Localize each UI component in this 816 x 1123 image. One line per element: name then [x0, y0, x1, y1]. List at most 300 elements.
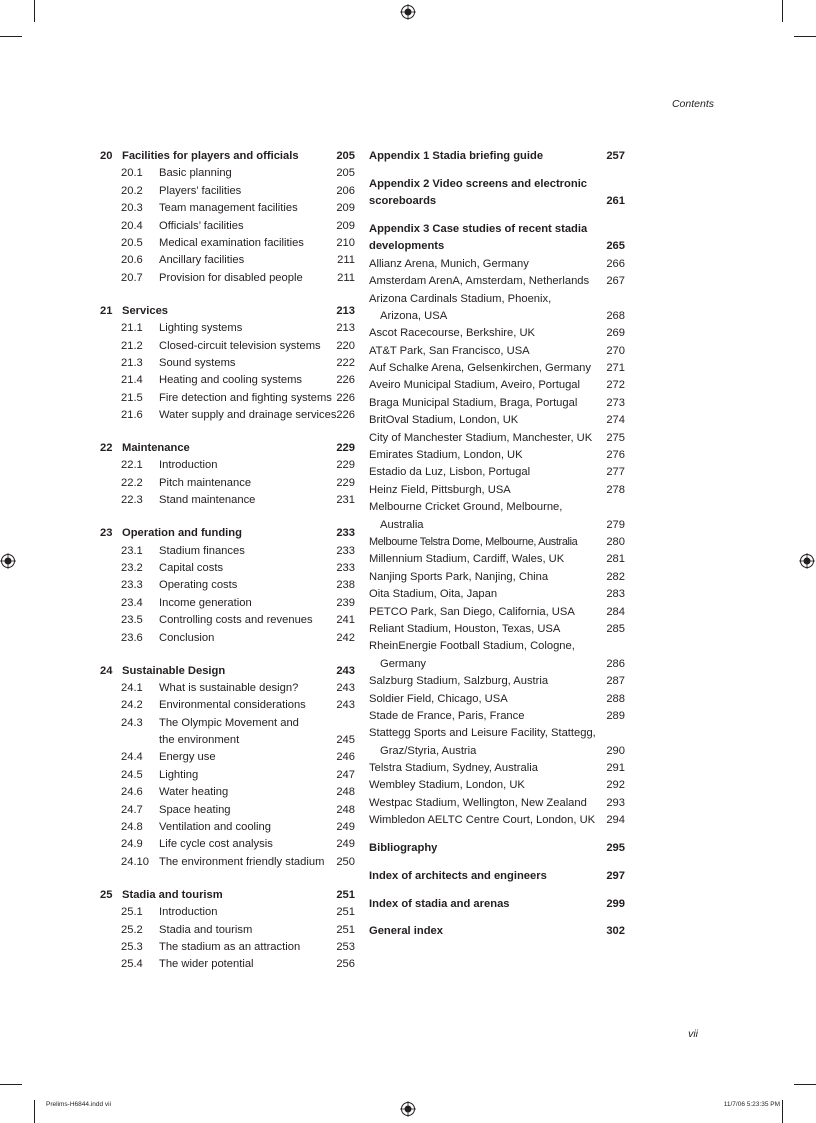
toc-section[interactable] [100, 475, 355, 492]
page-number: 289 [606, 709, 625, 722]
page-number: 291 [606, 762, 625, 775]
case-study-title: Australia [380, 518, 424, 531]
toc-chapter [100, 440, 355, 510]
page-number: 233 [336, 561, 355, 574]
section-number: 23.2 [121, 561, 143, 574]
crop-mark [34, 1100, 35, 1123]
section-title: Fire detection and fighting systems [159, 391, 332, 404]
crop-mark [34, 0, 35, 22]
section-number: 21.5 [121, 391, 143, 404]
case-study-entry[interactable] [369, 412, 625, 429]
case-study-title: Westpac Stadium, Wellington, New Zealand [369, 796, 587, 809]
toc-back-matter[interactable] [369, 923, 625, 940]
section-title: Introduction [159, 459, 218, 472]
case-study-entry[interactable] [369, 586, 625, 603]
section-title: Ventilation and cooling [159, 821, 271, 834]
chapter-number: 20 [100, 150, 113, 162]
case-study-entry[interactable] [369, 725, 625, 742]
section-title: Water supply and drainage services [159, 409, 337, 422]
page-number: 243 [336, 699, 355, 712]
running-head: Contents [671, 98, 714, 110]
case-study-title: BritOval Stadium, London, UK [369, 414, 519, 427]
toc-section[interactable] [100, 200, 355, 217]
toc-section[interactable] [100, 320, 355, 337]
section-title: The Olympic Movement and [159, 716, 299, 729]
toc-section[interactable] [100, 492, 355, 509]
case-study-list [369, 256, 625, 830]
page-number: 226 [336, 391, 355, 404]
chapter-number: 24 [100, 664, 113, 677]
section-title: Sound systems [159, 356, 236, 369]
appendix-title: Appendix 3 Case studies of recent stadia [369, 222, 588, 235]
toc-section[interactable] [100, 218, 355, 235]
section-number: 20.7 [121, 271, 143, 284]
page-number: 287 [606, 675, 625, 688]
page-number: 270 [606, 344, 625, 357]
toc-chapter [100, 525, 355, 647]
page-number: 226 [336, 409, 355, 422]
case-study-title: Braga Municipal Stadium, Braga, Portugal [369, 396, 578, 409]
section-number: 20.2 [121, 184, 143, 197]
case-study-title: Melbourne Telstra Dome, Melbourne, Australia [369, 535, 578, 548]
crop-mark [794, 36, 816, 37]
section-number: 22.3 [121, 494, 143, 507]
page-number: 297 [606, 869, 625, 882]
section-number: 24.4 [121, 751, 143, 764]
page-number: 281 [606, 553, 625, 566]
page-number: 246 [336, 751, 355, 764]
page-number: 209 [336, 202, 355, 215]
toc-section[interactable] [100, 784, 355, 801]
section-title: The environment friendly stadium [159, 855, 325, 868]
toc-section[interactable] [100, 577, 355, 594]
section-number: 24.9 [121, 838, 143, 851]
toc-section[interactable] [100, 165, 355, 182]
case-study-title: Arizona Cardinals Stadium, Phoenix, [369, 292, 552, 305]
crop-mark [794, 1084, 816, 1085]
section-title: Lighting systems [159, 322, 243, 335]
case-study-entry[interactable] [369, 256, 625, 273]
section-title: Players’ facilities [159, 184, 242, 197]
page-number: 213 [336, 322, 355, 335]
case-study-entry[interactable] [369, 395, 625, 412]
section-title: Closed-circuit television systems [159, 339, 321, 352]
page-number: 205 [336, 150, 355, 162]
section-number: 23.1 [121, 544, 143, 557]
section-number: 21.1 [121, 322, 143, 335]
toc-section[interactable] [100, 235, 355, 252]
section-title: the environment [159, 734, 240, 747]
registration-mark-icon [799, 553, 815, 569]
crop-mark [0, 36, 22, 37]
section-title: The wider potential [159, 958, 254, 971]
section-number: 25.1 [121, 906, 143, 919]
section-title: Heating and cooling systems [159, 374, 303, 387]
section-title: Operating costs [159, 579, 238, 592]
page-number: 243 [336, 681, 355, 694]
toc-section[interactable] [100, 836, 355, 853]
section-title: Energy use [159, 751, 216, 764]
page-number: 249 [336, 821, 355, 834]
case-study-title: Salzburg Stadium, Salzburg, Austria [369, 675, 549, 688]
case-study-title: Millennium Stadium, Cardiff, Wales, UK [369, 553, 565, 566]
page-number: 247 [336, 768, 355, 781]
section-number: 24.5 [121, 768, 143, 781]
case-study-entry[interactable] [369, 569, 625, 586]
case-study-title: Melbourne Cricket Ground, Melbourne, [369, 501, 563, 514]
toc-section[interactable] [100, 749, 355, 766]
case-study-entry[interactable] [369, 812, 625, 829]
page-number: 302 [606, 925, 625, 938]
case-study-entry[interactable] [369, 621, 625, 638]
case-study-title: Oita Stadium, Oita, Japan [369, 588, 498, 601]
section-number: 25.2 [121, 923, 143, 936]
toc-section[interactable] [100, 697, 355, 714]
case-study-entry[interactable] [369, 795, 625, 812]
toc-chapter [100, 887, 355, 974]
appendix-title: scoreboards [369, 195, 437, 208]
toc-chapter [100, 303, 355, 425]
case-study-title: Nanjing Sports Park, Nanjing, China [369, 570, 549, 583]
section-title: Stadia and tourism [159, 923, 253, 936]
page-number: 268 [606, 309, 625, 322]
toc-section[interactable] [100, 715, 355, 732]
case-study-entry[interactable] [369, 447, 625, 464]
registration-mark-icon [0, 553, 16, 569]
section-title: Income generation [159, 596, 252, 609]
case-study-entry[interactable] [369, 464, 625, 481]
toc-right-column [369, 148, 625, 941]
section-title: What is sustainable design? [159, 681, 299, 694]
section-title: Introduction [159, 906, 218, 919]
page-number: 231 [336, 494, 355, 507]
page-number: 251 [336, 906, 355, 919]
page-number: 251 [336, 888, 355, 901]
section-title: Provision for disabled people [159, 271, 303, 284]
spacer [369, 830, 625, 840]
toc-section[interactable] [100, 543, 355, 560]
chapter-number: 22 [100, 442, 113, 455]
case-study-title: Auf Schalke Arena, Gelsenkirchen, Germany [369, 362, 591, 375]
case-study-entry[interactable] [369, 499, 625, 516]
chapter-number: 21 [100, 304, 113, 317]
chapter-heading[interactable] [100, 887, 355, 904]
case-study-entry[interactable] [369, 604, 625, 621]
section-number: 24.6 [121, 786, 143, 799]
crop-mark [782, 0, 783, 22]
page-number: 280 [606, 535, 625, 548]
section-number: 24.7 [121, 803, 143, 816]
toc-appendix[interactable] [369, 221, 625, 238]
page-number: 250 [336, 855, 355, 868]
toc-section[interactable] [100, 732, 355, 749]
case-study-title: Germany [380, 657, 427, 670]
toc-back-matter[interactable] [369, 896, 625, 913]
section-title: Capital costs [159, 561, 224, 574]
toc-section[interactable] [100, 390, 355, 407]
page-number: 273 [606, 396, 625, 409]
case-study-title: Stattegg Sports and Leisure Facility, Stattegg, [369, 727, 596, 740]
case-study-title: Soldier Field, Chicago, USA [369, 692, 508, 705]
toc-section[interactable] [100, 854, 355, 871]
toc-section[interactable] [100, 457, 355, 474]
section-title: Environmental considerations [159, 699, 306, 712]
toc-appendix[interactable] [369, 148, 625, 165]
section-number: 21.4 [121, 374, 143, 387]
toc-section[interactable] [100, 802, 355, 819]
toc-section[interactable] [100, 904, 355, 921]
page-number: 266 [606, 257, 625, 270]
section-number: 20.1 [121, 167, 143, 180]
section-title: Space heating [159, 803, 231, 816]
section-title: Ancillary facilities [159, 254, 245, 267]
chapter-title: Facilities for players and officials [122, 150, 299, 162]
section-number: 24.8 [121, 821, 143, 834]
page-number: 245 [336, 734, 355, 747]
section-number: 20.4 [121, 219, 143, 232]
toc-section[interactable] [100, 407, 355, 424]
case-study-entry[interactable] [369, 777, 625, 794]
page-number: 278 [606, 483, 625, 496]
page-number: 211 [337, 271, 355, 284]
page-number: 277 [606, 466, 625, 479]
appendix-title: developments [369, 240, 445, 253]
page-number: 206 [336, 184, 355, 197]
case-study-entry[interactable] [369, 360, 625, 377]
case-study-entry[interactable] [369, 325, 625, 342]
page-number: 229 [336, 476, 355, 489]
section-title: The stadium as an attraction [159, 940, 301, 953]
page-number: 288 [606, 692, 625, 705]
toc-section[interactable] [100, 560, 355, 577]
chapter-title: Stadia and tourism [122, 888, 223, 901]
section-title: Stand maintenance [159, 494, 256, 507]
case-study-entry[interactable] [369, 708, 625, 725]
section-number: 24.3 [121, 716, 143, 729]
chapter-title: Services [122, 304, 169, 317]
crop-mark [0, 1084, 22, 1085]
page-number: 286 [606, 657, 625, 670]
case-study-entry[interactable] [369, 551, 625, 568]
back-matter-title: Index of stadia and arenas [369, 897, 510, 910]
section-title: Officials’ facilities [159, 219, 244, 232]
case-study-entry[interactable] [369, 656, 625, 673]
page-number: 275 [606, 431, 625, 444]
toc-section[interactable] [100, 630, 355, 647]
section-number: 23.5 [121, 614, 143, 627]
section-title: Life cycle cost analysis [159, 838, 273, 851]
toc-section[interactable] [100, 819, 355, 836]
page-number: 261 [606, 195, 625, 208]
page-number: 276 [606, 449, 625, 462]
back-matter-title: Bibliography [369, 842, 438, 855]
case-study-title: Emirates Stadium, London, UK [369, 449, 523, 462]
toc-section[interactable] [100, 595, 355, 612]
toc-appendix-cont[interactable] [369, 238, 625, 255]
case-study-entry[interactable] [369, 517, 625, 534]
toc-section[interactable] [100, 767, 355, 784]
back-matter-list [369, 830, 625, 941]
back-matter-title: Index of architects and engineers [369, 869, 547, 882]
section-title: Water heating [159, 786, 229, 799]
chapter-heading[interactable] [100, 440, 355, 457]
chapter-heading[interactable] [100, 303, 355, 320]
section-title: Stadium finances [159, 544, 245, 557]
page-number: 299 [606, 897, 625, 910]
page-number: 229 [336, 442, 355, 455]
toc-section[interactable] [100, 956, 355, 973]
page-number: 279 [606, 518, 625, 531]
case-study-entry[interactable] [369, 743, 625, 760]
case-study-title: Estadio da Luz, Lisbon, Portugal [369, 466, 531, 479]
section-number: 21.3 [121, 356, 143, 369]
page-number: 233 [336, 527, 355, 540]
appendix-title: Appendix 1 Stadia briefing guide [369, 150, 544, 162]
case-study-entry[interactable] [369, 534, 625, 551]
toc-back-matter[interactable] [369, 868, 625, 885]
section-number: 24.1 [121, 681, 143, 694]
page-number: 248 [336, 803, 355, 816]
case-study-entry[interactable] [369, 638, 625, 655]
spacer [369, 913, 625, 923]
section-number: 22.2 [121, 476, 143, 489]
back-matter-title: General index [369, 925, 443, 938]
toc-section[interactable] [100, 680, 355, 697]
toc-section[interactable] [100, 612, 355, 629]
case-study-title: Wimbledon AELTC Centre Court, London, UK [369, 814, 596, 827]
case-study-entry[interactable] [369, 273, 625, 290]
page-number: 243 [336, 664, 355, 677]
toc-left-column [100, 148, 355, 989]
section-number: 23.6 [121, 631, 143, 644]
chapter-heading[interactable] [100, 148, 355, 165]
section-number: 21.6 [121, 409, 143, 422]
page-number: 229 [336, 459, 355, 472]
page-number: 267 [606, 275, 625, 288]
section-title: Basic planning [159, 167, 232, 180]
case-study-entry[interactable] [369, 291, 625, 308]
page-number: 285 [606, 622, 625, 635]
page-number: 284 [606, 605, 625, 618]
case-study-title: PETCO Park, San Diego, California, USA [369, 605, 575, 618]
spacer [369, 857, 625, 867]
page-number: 269 [606, 327, 625, 340]
case-study-entry[interactable] [369, 673, 625, 690]
section-number: 20.5 [121, 236, 143, 249]
section-number: 25.4 [121, 958, 143, 971]
toc-section[interactable] [100, 270, 355, 287]
page-number: 213 [336, 304, 355, 317]
case-study-entry[interactable] [369, 343, 625, 360]
page-number: 283 [606, 588, 625, 601]
file-slug: Prelims-H6844.indd vii [46, 1101, 112, 1108]
page-number: 220 [336, 339, 355, 352]
toc-chapter [100, 663, 355, 872]
section-title: Conclusion [159, 631, 215, 644]
section-number: 20.6 [121, 254, 143, 267]
spacer [369, 885, 625, 895]
toc-section[interactable] [100, 252, 355, 269]
page-number: 248 [336, 786, 355, 799]
section-title: Medical examination facilities [159, 236, 304, 249]
page-number: 205 [336, 167, 355, 180]
toc-section[interactable] [100, 922, 355, 939]
registration-mark-icon [400, 4, 416, 20]
page-number: 209 [336, 219, 355, 232]
section-number: 24.2 [121, 699, 143, 712]
chapter-title: Sustainable Design [122, 664, 226, 677]
chapter-heading[interactable] [100, 525, 355, 542]
toc-section[interactable] [100, 355, 355, 372]
registration-mark-icon [400, 1101, 416, 1117]
toc-section[interactable] [100, 183, 355, 200]
case-study-entry[interactable] [369, 430, 625, 447]
case-study-title: Heinz Field, Pittsburgh, USA [369, 483, 511, 496]
section-title: Controlling costs and revenues [159, 614, 313, 627]
case-study-entry[interactable] [369, 691, 625, 708]
page-number: 241 [336, 614, 355, 627]
toc-section[interactable] [100, 338, 355, 355]
toc-appendix-cont[interactable] [369, 193, 625, 210]
section-number: 20.3 [121, 202, 143, 215]
page-number: 251 [336, 923, 355, 936]
page-number: 222 [336, 356, 355, 369]
appendix-title: Appendix 2 Video screens and electronic [369, 177, 588, 190]
case-study-title: RheinEnergie Football Stadium, Cologne, [369, 640, 575, 653]
toc-section[interactable] [100, 939, 355, 956]
page-number: 226 [336, 374, 355, 387]
case-study-title: Arizona, USA [380, 309, 448, 322]
case-study-entry[interactable] [369, 308, 625, 325]
toc-section[interactable] [100, 372, 355, 389]
chapter-number: 23 [100, 527, 113, 540]
page-number: 257 [606, 150, 625, 162]
case-study-title: Ascot Racecourse, Berkshire, UK [369, 327, 536, 340]
page-number: 239 [336, 596, 355, 609]
section-number: 22.1 [121, 459, 143, 472]
case-study-entry[interactable] [369, 760, 625, 777]
chapter-title: Operation and funding [122, 527, 242, 540]
toc-appendix[interactable] [369, 176, 625, 193]
case-study-entry[interactable] [369, 377, 625, 394]
case-study-title: AT&T Park, San Francisco, USA [369, 344, 530, 357]
page-number: 238 [336, 579, 355, 592]
section-number: 24.10 [121, 855, 149, 868]
section-title: Pitch maintenance [159, 476, 252, 489]
case-study-title: Telstra Stadium, Sydney, Australia [369, 762, 538, 775]
page-number: 253 [336, 940, 355, 953]
section-number: 21.2 [121, 339, 143, 352]
page-number: 256 [336, 958, 355, 971]
date-slug: 11/7/06 5:23:35 PM [723, 1101, 780, 1108]
chapter-heading[interactable] [100, 663, 355, 680]
case-study-title: Wembley Stadium, London, UK [369, 779, 525, 792]
page-number: 271 [606, 362, 625, 375]
page-number: 295 [606, 842, 625, 855]
page-number: 233 [336, 544, 355, 557]
page-number: 294 [606, 814, 625, 827]
page-number: 290 [606, 744, 625, 757]
case-study-title: City of Manchester Stadium, Manchester, UK [369, 431, 593, 444]
chapter-title: Maintenance [122, 442, 190, 455]
page-number: 293 [606, 796, 625, 809]
case-study-title: Allianz Arena, Munich, Germany [369, 257, 529, 270]
page-number: 265 [606, 240, 625, 253]
page-number: 272 [606, 379, 625, 392]
case-study-title: Graz/Styria, Austria [380, 744, 477, 757]
toc-back-matter[interactable] [369, 840, 625, 857]
case-study-entry[interactable] [369, 482, 625, 499]
